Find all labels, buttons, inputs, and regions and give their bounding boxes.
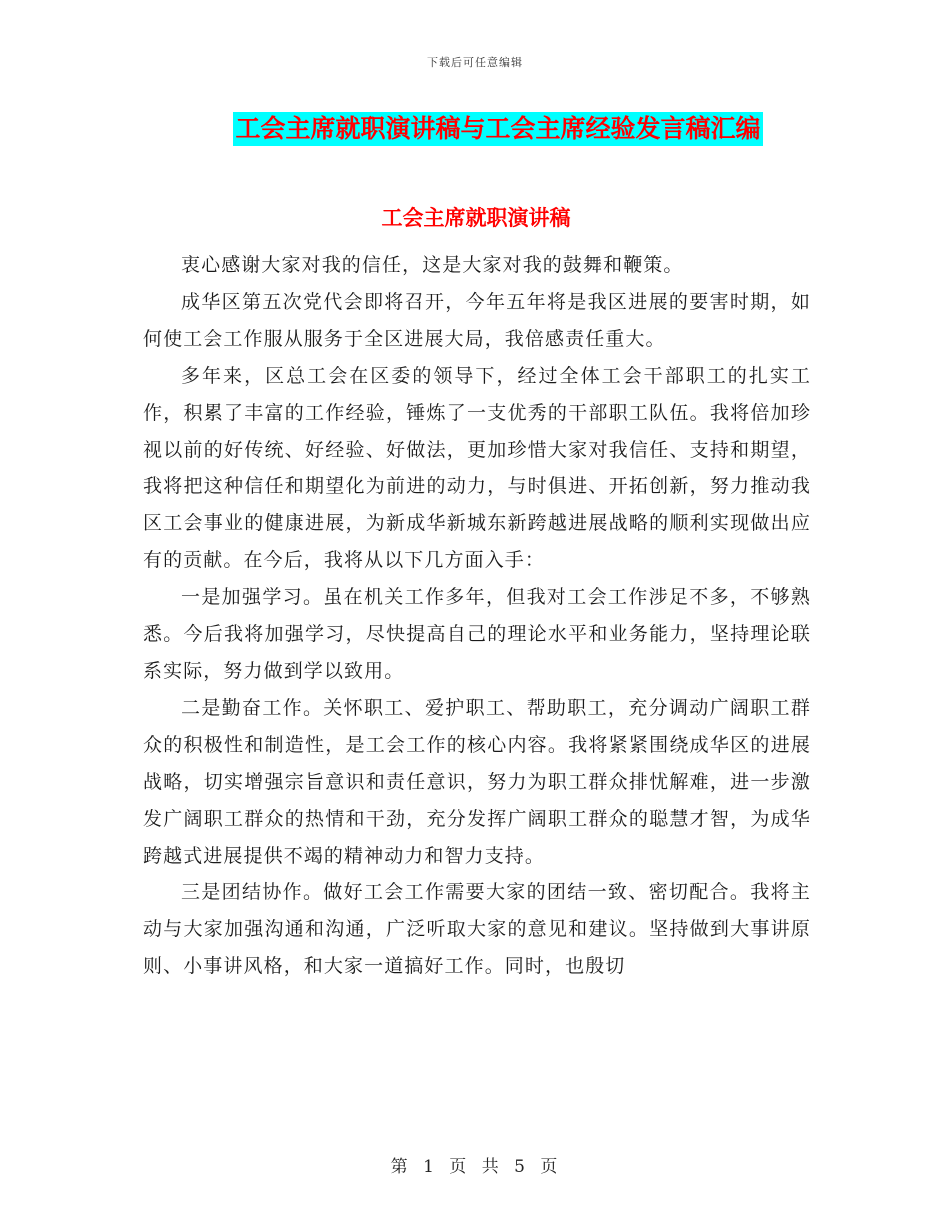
paragraph: 多年来，区总工会在区委的领导下，经过全体工会干部职工的扎实工作，积累了丰富的工作经验，锤炼了一支优秀的干部职工队伍。我将倍加珍视以前的好传统、好经验、好做法，更加珍惜大家对我信任、支持和期望，我将把这种信任和期望化为前进的动力，与时俱进、开拓创新，努力推动我区工会事业的健康进展，为新成华新城东新跨越进展战略的顺利实现做出应有的贡献。在今后，我将从以下几方面入手：	[143, 364, 811, 572]
paragraph: 衷心感谢大家对我的信任，这是大家对我的鼓舞和鞭策。	[181, 254, 684, 276]
paragraph: 成华区第五次党代会即将召开，今年五年将是我区进展的要害时期，如何使工会工作服从服务于全区进展大局，我倍感责任重大。	[143, 290, 811, 350]
main-title-container	[0, 112, 950, 146]
paragraph: 二是勤奋工作。关怀职工、爱护职工、帮助职工，充分调动广阔职工群众的积极性和制造性，是工会工作的核心内容。我将紧紧围绕成华区的进展战略，切实增强宗旨意识和责任意识，努力为职工群众排忧解难，进一步激发广阔职工群众的热情和干劲，充分发挥广阔职工群众的聪慧才智，为成华跨越式进展提供不竭的精神动力和智力支持。	[143, 696, 811, 867]
page-number: 第 1 页 共 5 页	[390, 1157, 560, 1177]
document-body	[143, 247, 811, 985]
section-title: 工会主席就职演讲稿	[381, 205, 571, 230]
paragraph: 一是加强学习。虽在机关工作多年，但我对工会工作涉足不多，不够熟悉。今后我将加强学习，尽快提高自己的理论水平和业务能力，坚持理论联系实际，努力做到学以致用。	[143, 586, 811, 682]
paragraph: 三是团结协作。做好工会工作需要大家的团结一致、密切配合。我将主动与大家加强沟通和沟通，广泛听取大家的意见和建议。坚持做到大事讲原则、小事讲风格，和大家一道搞好工作。同时，也殷切	[143, 881, 811, 978]
page-header: 下载后可任意编辑	[427, 56, 523, 69]
main-title: 工会主席就职演讲稿与工会主席经验发言稿汇编	[233, 112, 762, 146]
